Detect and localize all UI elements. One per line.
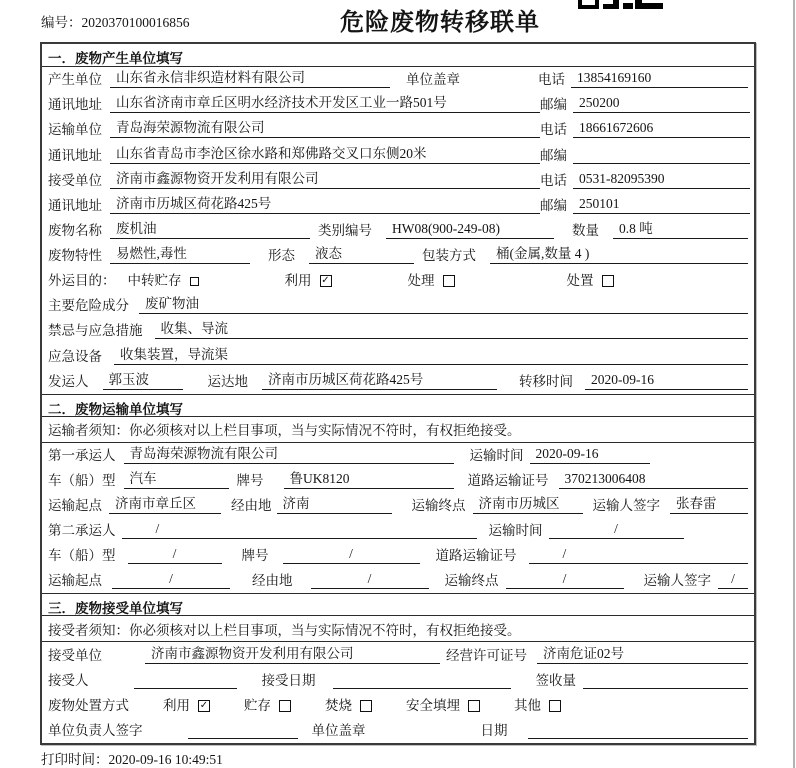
transporter-zip-value (573, 148, 750, 164)
emergency-equipment-value: 收集装置，导流渠 (114, 343, 748, 364)
form-row (42, 193, 754, 218)
first-origin-label: 运输起点 (48, 498, 102, 513)
page-title: 危险废物转移联单 (340, 10, 540, 36)
first-vehicle-type-value: 汽车 (124, 468, 229, 489)
treat-label: 处理 (407, 273, 435, 289)
form-row (42, 568, 754, 593)
transporter-zip-label: 邮编 (540, 147, 567, 163)
transporter-address-label: 通讯地址 (48, 147, 102, 163)
form-row (42, 369, 754, 394)
first-signature-value: 张春雷 (670, 493, 748, 514)
receiver-unit-value: 济南市鑫源物资开发利用有限公司 (110, 168, 540, 189)
transporter-address-value: 山东省青岛市李沧区徐水路和郑佛路交叉口东侧20米 (110, 142, 540, 163)
first-transport-date-value: 2020-09-16 (530, 446, 650, 464)
packing-method-label: 包装方式 (422, 248, 476, 263)
doc-number-label: 编号： (41, 15, 82, 30)
second-road-permit-value: / (529, 546, 749, 564)
form-row (42, 168, 754, 193)
packing-method-value: 桶(金属,数量 4 ) (490, 243, 748, 264)
utilize-checkbox: ✓ (321, 275, 330, 287)
responsible-signature-value (188, 723, 298, 739)
second-via-value: / (311, 571, 429, 589)
dispose-label: 处置 (566, 273, 594, 289)
accept-date2-value (528, 723, 749, 739)
consignor-value: 郭玉波 (103, 369, 183, 390)
transporter-phone-label: 电话 (540, 122, 567, 138)
form-row (42, 642, 754, 667)
waste-name-label: 废物名称 (48, 222, 102, 238)
second-origin-label: 运输起点 (48, 573, 102, 589)
waste-category-value: HW08(900-249-08) (386, 221, 554, 239)
utilize-label: 利用 (284, 273, 312, 289)
taboo-measures-label: 禁忌与应急措施 (48, 323, 143, 339)
waste-quantity-value: 0.8 吨 (613, 218, 748, 239)
form-row (42, 518, 754, 543)
waste-name-value: 废机油 (110, 218, 310, 239)
first-carrier-label: 第一承运人 (48, 447, 116, 463)
transporter-unit-value: 青岛海荣源物流有限公司 (110, 117, 540, 138)
receiver-address-value: 济南市历城区荷花路425号 (110, 193, 540, 214)
notice-row: 运输者须知：你必须核对以上栏目事项，当与实际情况不符时，有权拒绝接受。 (42, 417, 754, 443)
waste-category-label: 类别编号 (318, 222, 372, 238)
section-header: 三．废物接受单位填写 (42, 593, 754, 616)
form-row (42, 218, 754, 243)
second-carrier-value: / (122, 521, 477, 539)
producer-unit-label: 产生单位 (48, 72, 102, 88)
transfer-date-value: 2020-09-16 (585, 372, 748, 390)
disposal-incinerate-label: 焚烧 (325, 697, 352, 713)
form-row (42, 718, 754, 743)
form-row (42, 293, 754, 318)
form-row (42, 543, 754, 568)
producer-phone-value: 13854169160 (571, 70, 748, 88)
accept-person-label: 接受人 (48, 672, 89, 688)
second-origin-value: / (112, 571, 230, 589)
second-vehicle-type-label: 车（船）型 (48, 548, 116, 564)
form-row (42, 117, 754, 142)
form-row (42, 243, 754, 268)
unit-seal-label: 单位盖章 (406, 72, 460, 88)
transporter-phone-value: 18661672606 (573, 120, 750, 138)
disposal-landfill-checkbox (468, 700, 480, 712)
first-via-value: 济南 (277, 493, 392, 514)
first-road-permit-label: 道路运输证号 (467, 472, 549, 488)
first-vehicle-type-label: 车（船）型 (48, 472, 116, 488)
taboo-measures-value: 收集、导流 (155, 318, 749, 339)
form-row (42, 268, 754, 293)
second-carrier-label: 第二承运人 (48, 523, 116, 539)
accept-unit-label: 接受单位 (48, 647, 102, 663)
form-row (42, 693, 754, 718)
form-table (40, 42, 756, 745)
consignor-label: 发运人 (48, 373, 89, 389)
producer-zip-value: 250200 (573, 95, 750, 113)
page-edge-line (793, 0, 795, 768)
main-hazard-label: 主要危险成分 (48, 298, 129, 314)
receiver-phone-label: 电话 (540, 172, 567, 188)
form-row (42, 493, 754, 518)
receiver-zip-label: 邮编 (540, 197, 567, 213)
waste-quantity-label: 数量 (572, 222, 599, 238)
form-row (42, 67, 754, 92)
producer-address-label: 通讯地址 (48, 97, 102, 113)
disposal-method-label: 废物处置方式 (48, 697, 129, 713)
notice-row: 接受者须知：你必须核对以上栏目事项，当与实际情况不符时，有权拒绝接受。 (42, 616, 754, 642)
producer-unit-value: 山东省永信非织造材料有限公司 (110, 67, 390, 88)
responsible-signature-label: 单位负责人签字 (48, 722, 143, 738)
first-carrier-value: 青岛海荣源物流有限公司 (124, 443, 454, 464)
section-header: 一．废物产生单位填写 (42, 44, 754, 67)
transporter-unit-label: 运输单位 (48, 122, 102, 138)
disposal-landfill-label: 安全填埋 (406, 697, 460, 713)
waste-form-value: 液态 (309, 243, 414, 264)
receiver-zip-value: 250101 (573, 196, 750, 214)
first-plate-label: 牌号 (236, 472, 264, 488)
second-destination-label: 运输终点 (444, 573, 499, 589)
producer-zip-label: 邮编 (540, 97, 567, 113)
disposal-other-label: 其他 (514, 697, 541, 713)
second-plate-value: / (283, 546, 420, 564)
form-row (42, 318, 754, 343)
form-row (42, 142, 754, 167)
second-destination-value: / (506, 571, 624, 589)
form-row (42, 92, 754, 117)
first-road-permit-value: 370213006408 (559, 471, 749, 489)
transfer-purpose-label: 外运目的： (48, 273, 116, 289)
second-via-label: 经由地 (252, 573, 293, 589)
second-signature-label: 运输人签字 (643, 573, 711, 589)
print-time-label: 打印时间： (41, 752, 109, 767)
received-quantity-label: 签收量 (535, 672, 576, 688)
accept-unit-value: 济南市鑫源物资开发利用有限公司 (145, 642, 440, 663)
second-transport-date-label: 运输时间 (488, 523, 543, 539)
disposal-utilize-checkbox: ✓ (199, 699, 209, 711)
print-time-value: 2020-09-16 10:49:51 (108, 752, 223, 767)
producer-address-value: 山东省济南市章丘区明水经济技术开发区工业一路501号 (110, 92, 540, 113)
second-signature-value: / (718, 571, 748, 589)
first-origin-value: 济南市章丘区 (109, 493, 221, 514)
first-destination-label: 运输终点 (411, 498, 466, 513)
second-vehicle-type-value: / (128, 546, 222, 564)
first-plate-value: 鲁UK8120 (284, 468, 454, 489)
main-hazard-value: 废矿物油 (139, 293, 748, 314)
accept-unit-seal-label: 单位盖章 (311, 722, 366, 738)
received-quantity-value (583, 673, 748, 689)
receiver-phone-value: 0531-82095390 (573, 171, 750, 189)
dispose-checkbox (602, 275, 614, 287)
disposal-storage-label: 贮存 (244, 697, 271, 713)
section-header: 二．废物运输单位填写 (42, 394, 754, 417)
first-destination-value: 济南市历城区 (473, 493, 583, 514)
disposal-incinerate-checkbox (360, 700, 372, 712)
license-no-value: 济南危证02号 (537, 642, 748, 663)
destination-value: 济南市历城区荷花路425号 (262, 369, 497, 390)
transfer-date-label: 转移时间 (519, 373, 573, 389)
accept-date2-label: 日期 (480, 722, 508, 738)
emergency-equipment-label: 应急设备 (48, 348, 102, 364)
form-row (42, 668, 754, 693)
disposal-other-checkbox (549, 700, 561, 712)
waste-property-label: 废物特性 (48, 248, 102, 263)
accept-person-value (134, 673, 237, 689)
accept-date-value (333, 673, 511, 689)
second-plate-label: 牌号 (241, 548, 269, 564)
first-transport-date-label: 运输时间 (469, 447, 524, 463)
disposal-utilize-label: 利用 (163, 697, 190, 713)
accept-date-label: 接受日期 (261, 672, 316, 688)
receiver-address-label: 通讯地址 (48, 197, 102, 213)
waste-form-label: 形态 (268, 248, 295, 263)
print-time (41, 748, 223, 768)
license-no-label: 经营许可证号 (446, 647, 527, 663)
second-road-permit-label: 道路运输证号 (435, 548, 517, 564)
transit-storage-label: 中转贮存 (127, 273, 182, 289)
treat-checkbox (443, 275, 455, 287)
doc-number-value: 2020370100016856 (81, 15, 190, 30)
qr-code-fragment (578, 0, 664, 9)
form-row (42, 443, 754, 468)
receiver-unit-label: 接受单位 (48, 172, 102, 188)
destination-label: 运达地 (207, 373, 248, 389)
second-transport-date-value: / (549, 521, 684, 539)
disposal-storage-checkbox (279, 700, 291, 712)
transit-storage-checkbox (190, 277, 199, 286)
first-via-label: 经由地 (231, 498, 272, 513)
form-row (42, 468, 754, 493)
waste-property-value: 易燃性,毒性 (110, 243, 250, 264)
form-row (42, 343, 754, 368)
producer-phone-label: 电话 (538, 72, 565, 88)
first-signature-label: 运输人签字 (592, 498, 660, 513)
